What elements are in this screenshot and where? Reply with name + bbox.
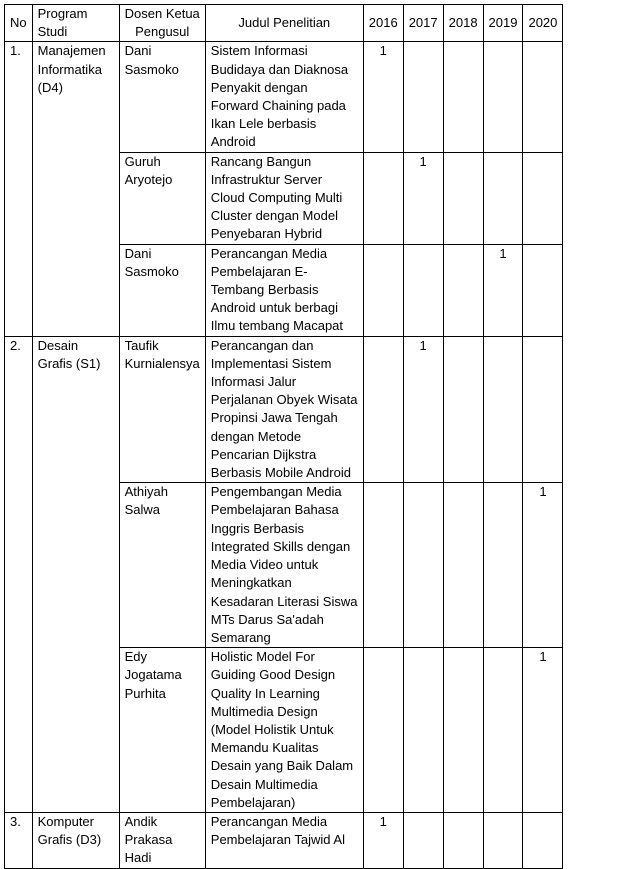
row-program: Manajemen Informatika (D4) bbox=[32, 42, 119, 336]
row-dosen: Athiyah Salwa bbox=[119, 483, 205, 648]
table-row bbox=[5, 812, 563, 868]
header-program: Program Studi bbox=[32, 5, 119, 42]
row-dosen: Dani Sasmoko bbox=[119, 244, 205, 336]
cell-2020: 1 bbox=[523, 483, 563, 648]
cell-2019 bbox=[483, 812, 523, 868]
cell-2018 bbox=[443, 42, 483, 152]
table-row bbox=[5, 336, 563, 483]
header-dosen: Dosen Ketua Pengusul bbox=[119, 5, 205, 42]
cell-2016 bbox=[363, 648, 403, 813]
cell-2017: 1 bbox=[403, 152, 443, 244]
cell-2018 bbox=[443, 336, 483, 483]
cell-2019 bbox=[483, 648, 523, 813]
row-dosen: Guruh Aryotejo bbox=[119, 152, 205, 244]
cell-2016 bbox=[363, 336, 403, 483]
cell-2017: 1 bbox=[403, 336, 443, 483]
row-no: 3. bbox=[5, 812, 33, 868]
row-judul: Pengembangan Media Pembelajaran Bahasa Inggris Berbasis Integrated Skills dengan Media Video untuk Meningkatkan Kesadaran Literasi Siswa MTs Darus Sa'adah Semarang bbox=[205, 483, 363, 648]
cell-2019 bbox=[483, 42, 523, 152]
header-year-2019: 2019 bbox=[483, 5, 523, 42]
header-year-2020: 2020 bbox=[523, 5, 563, 42]
cell-2017 bbox=[403, 42, 443, 152]
cell-2020 bbox=[523, 152, 563, 244]
cell-2017 bbox=[403, 244, 443, 336]
cell-2018 bbox=[443, 648, 483, 813]
research-table bbox=[4, 4, 563, 869]
row-judul: Sistem Informasi Budidaya dan Diaknosa Penyakit dengan Forward Chaining pada Ikan Lele berbasis Android bbox=[205, 42, 363, 152]
row-judul: Perancangan Media Pembelajaran E-Tembang Berbasis Android untuk berbagi Ilmu tembang Macapat bbox=[205, 244, 363, 336]
header-year-2018: 2018 bbox=[443, 5, 483, 42]
cell-2016: 1 bbox=[363, 42, 403, 152]
cell-2018 bbox=[443, 152, 483, 244]
cell-2017 bbox=[403, 812, 443, 868]
row-judul: Rancang Bangun Infrastruktur Server Cloud Computing Multi Cluster dengan Model Penyebaran Hybrid bbox=[205, 152, 363, 244]
row-program: Desain Grafis (S1) bbox=[32, 336, 119, 812]
header-row bbox=[5, 5, 563, 42]
header-no: No bbox=[5, 5, 33, 42]
cell-2019: 1 bbox=[483, 244, 523, 336]
cell-2020 bbox=[523, 336, 563, 483]
cell-2019 bbox=[483, 483, 523, 648]
cell-2016: 1 bbox=[363, 812, 403, 868]
table-row bbox=[5, 42, 563, 152]
cell-2016 bbox=[363, 152, 403, 244]
cell-2020 bbox=[523, 42, 563, 152]
cell-2020 bbox=[523, 812, 563, 868]
row-no: 2. bbox=[5, 336, 33, 812]
cell-2020 bbox=[523, 244, 563, 336]
cell-2020: 1 bbox=[523, 648, 563, 813]
row-dosen: Andik Prakasa Hadi bbox=[119, 812, 205, 868]
cell-2016 bbox=[363, 244, 403, 336]
row-program: Komputer Grafis (D3) bbox=[32, 812, 119, 868]
cell-2016 bbox=[363, 483, 403, 648]
row-judul: Holistic Model For Guiding Good Design Quality In Learning Multimedia Design (Model Holistik Untuk Memandu Kualitas Desain yang Baik Dalam Desain Multimedia Pembelajaran) bbox=[205, 648, 363, 813]
header-year-2016: 2016 bbox=[363, 5, 403, 42]
cell-2019 bbox=[483, 336, 523, 483]
header-judul: Judul Penelitian bbox=[205, 5, 363, 42]
row-dosen: Taufik Kurnialensya bbox=[119, 336, 205, 483]
row-judul: Perancangan Media Pembelajaran Tajwid Al bbox=[205, 812, 363, 868]
cell-2017 bbox=[403, 648, 443, 813]
row-judul: Perancangan dan Implementasi Sistem Informasi Jalur Perjalanan Obyek Wisata Propinsi Jawa Tengah dengan Metode Pencarian Dijkstra Berbasis Mobile Android bbox=[205, 336, 363, 483]
cell-2018 bbox=[443, 812, 483, 868]
header-year-2017: 2017 bbox=[403, 5, 443, 42]
cell-2019 bbox=[483, 152, 523, 244]
research-table-page bbox=[4, 4, 563, 869]
cell-2018 bbox=[443, 244, 483, 336]
row-no: 1. bbox=[5, 42, 33, 336]
row-dosen: Edy Jogatama Purhita bbox=[119, 648, 205, 813]
cell-2018 bbox=[443, 483, 483, 648]
row-dosen: Dani Sasmoko bbox=[119, 42, 205, 152]
cell-2017 bbox=[403, 483, 443, 648]
